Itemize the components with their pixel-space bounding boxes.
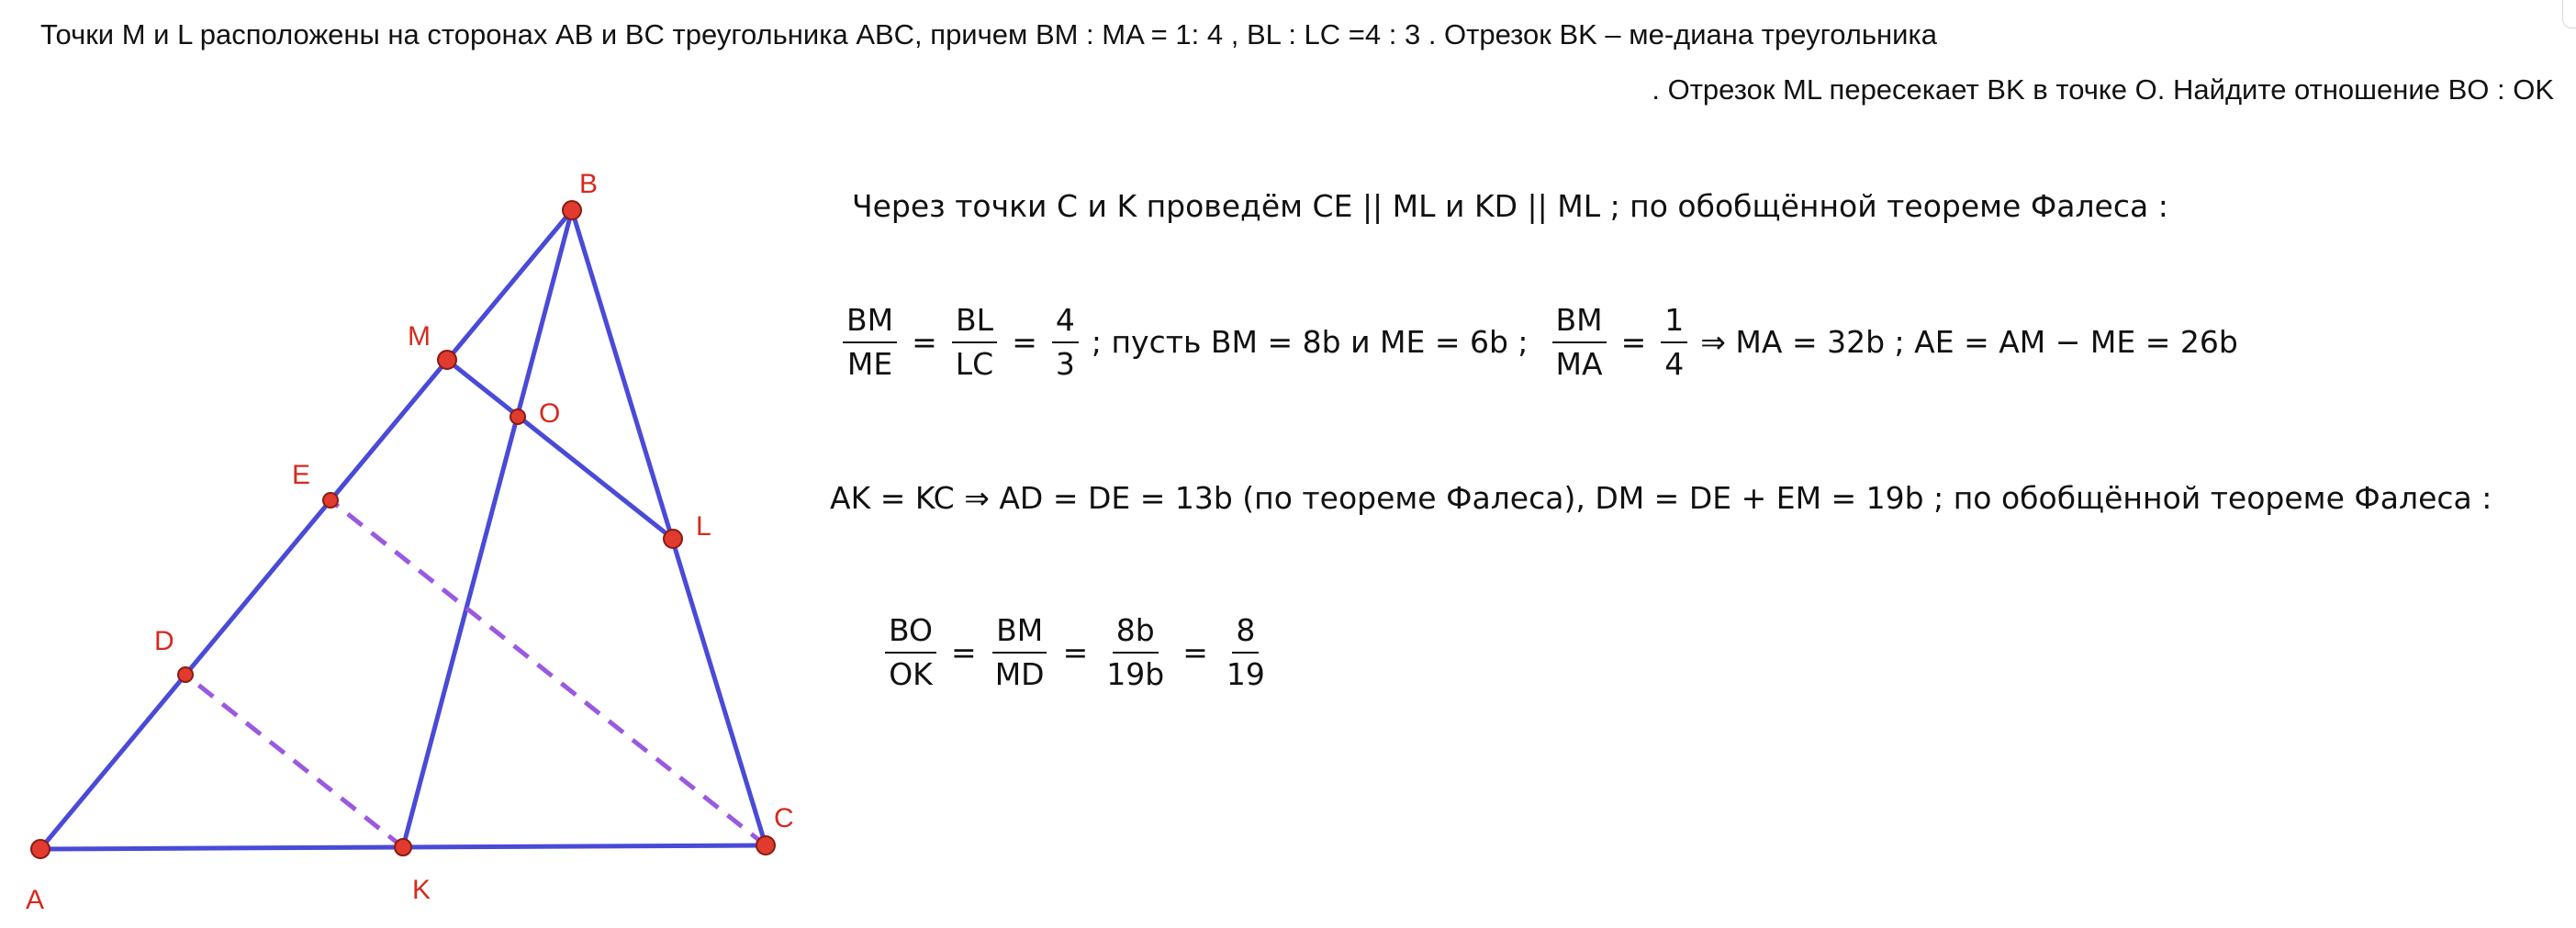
fraction-BL-LC xyxy=(952,303,997,382)
fraction-numerator: 1 xyxy=(1661,303,1687,343)
label-D: D xyxy=(154,626,174,656)
label-A: A xyxy=(26,885,45,915)
window-edge-decoration xyxy=(2562,0,2576,28)
fraction-denominator: LC xyxy=(955,345,994,382)
point-K xyxy=(395,839,411,855)
side-AB xyxy=(40,210,572,849)
equals-sign: = xyxy=(1062,634,1089,671)
fraction-1-4 xyxy=(1661,303,1687,382)
label-L: L xyxy=(696,511,711,542)
point-M xyxy=(438,351,456,369)
solution-text-result: ⇒ MA = 32b ; AE = AM − ME = 26b xyxy=(1700,324,2238,361)
fraction-BM-MD xyxy=(991,613,1048,692)
label-B: B xyxy=(579,169,599,199)
equals-sign: = xyxy=(951,634,977,671)
fraction-denominator: MA xyxy=(1555,345,1603,382)
fraction-denominator: 19b xyxy=(1106,655,1165,692)
point-C xyxy=(756,836,775,855)
problem-statement-line-1: Точки M и L расположены на сторонах AB и BC треугольника ABC, причем BM : MA = 1: 4 , BL : LC =4 : 3 . Отрезок BK – ме-диана треугольника xyxy=(40,18,1937,50)
fraction-denominator: 19 xyxy=(1226,655,1265,692)
point-B xyxy=(563,201,581,219)
fraction-numerator: BM xyxy=(843,303,897,343)
fraction-numerator: 8b xyxy=(1113,613,1159,654)
solution-text-let: ; пусть BM = 8b и ME = 6b ; xyxy=(1091,324,1529,361)
point-O xyxy=(510,409,525,424)
fraction-8b-19b xyxy=(1103,613,1168,692)
fraction-denominator: 4 xyxy=(1664,345,1685,382)
point-D xyxy=(178,667,193,682)
point-E xyxy=(323,493,338,508)
fraction-numerator: BL xyxy=(952,303,997,343)
equals-sign: = xyxy=(912,324,937,361)
label-O: O xyxy=(539,398,561,429)
solution-line-3: AK = KC ⇒ AD = DE = 13b (по теореме Фалеса), DM = DE + EM = 19b ; по обобщённой теореме Фалеса : xyxy=(830,480,2492,516)
fraction-denominator: MD xyxy=(994,655,1045,692)
fraction-numerator: BM xyxy=(992,613,1047,654)
dashed-line-KD xyxy=(185,675,403,847)
problem-statement-line-2: . Отрезок ML пересекает BK в точке O. Найдите отношение BO : OK xyxy=(1652,73,2554,106)
label-E: E xyxy=(292,460,311,490)
equals-sign: = xyxy=(1012,324,1037,361)
fraction-BM-MA xyxy=(1552,303,1607,382)
triangle-sides xyxy=(40,210,766,849)
fraction-numerator: 8 xyxy=(1232,613,1259,654)
fraction-BO-OK xyxy=(885,613,936,692)
fraction-BM-ME xyxy=(843,303,897,382)
solution-line-4 xyxy=(879,613,1274,692)
fraction-numerator: BM xyxy=(1552,303,1607,343)
fraction-denominator: ME xyxy=(846,345,893,382)
segment-ML xyxy=(447,360,673,539)
fraction-4-3 xyxy=(1052,303,1079,382)
label-M: M xyxy=(408,321,431,352)
fraction-8-19 xyxy=(1223,613,1269,692)
label-K: K xyxy=(412,875,431,905)
fraction-denominator: OK xyxy=(889,655,933,692)
fraction-denominator: 3 xyxy=(1055,345,1075,382)
median-BK xyxy=(403,210,572,847)
dashed-line-CE xyxy=(330,500,766,845)
equals-sign: = xyxy=(1620,324,1647,361)
solution-line-2 xyxy=(837,303,2246,382)
fraction-numerator: BO xyxy=(885,613,936,654)
solution-line-1: Через точки C и K проведём CE || ML и KD || ML ; по обобщённой теореме Фалеса : xyxy=(852,188,2168,224)
equals-sign: = xyxy=(1182,634,1208,671)
triangle-figure xyxy=(0,0,826,928)
fraction-numerator: 4 xyxy=(1052,303,1079,343)
side-BC xyxy=(572,210,766,845)
label-C: C xyxy=(774,803,794,833)
point-L xyxy=(664,530,682,548)
point-A xyxy=(31,840,50,858)
